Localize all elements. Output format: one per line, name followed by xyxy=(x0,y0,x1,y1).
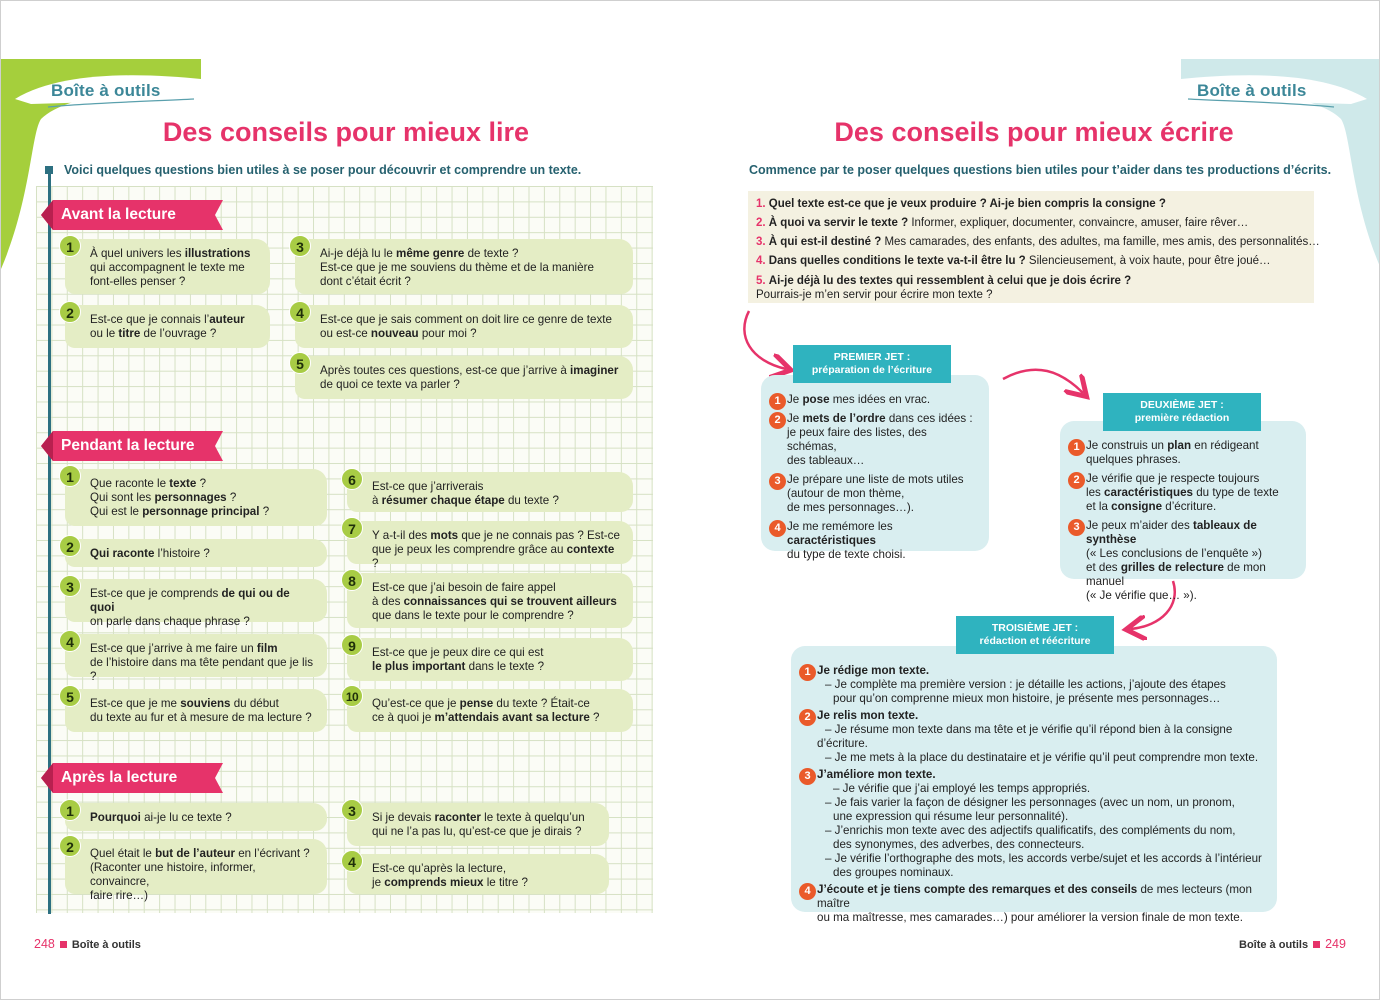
pendant-item-8: 8 Est-ce que j’ai besoin de faire appel à des connaissances qui se trouvent ailleurs que dans le texte pour le comprendre ? xyxy=(347,573,633,628)
avant-item-3: 3 Ai-je déjà lu le même genre de texte ? Est-ce que je me souviens du thème et de la manière dont c’était écrit ? xyxy=(295,239,633,294)
question-2: 2. À quoi va servir le texte ? Informer, expliquer, documenter, convaincre, amuser, faire rêver… xyxy=(756,217,1249,229)
footer-label: Boîte à outils xyxy=(71,939,141,951)
pendant-item-1: 1 Que raconte le texte ? Qui sont les personnages ? Qui est le personnage principal ? xyxy=(65,469,327,526)
troisieme-jet-box xyxy=(791,646,1277,924)
question-4: 4. Dans quelles conditions le texte va-t-il être lu ? Silencieusement, à voix haute, pour être joué… xyxy=(756,255,1271,267)
footer-bullet xyxy=(60,941,67,948)
jet-item: 3 Je prépare une liste de mots utiles (autour de mon thème, de mes personnages…). xyxy=(769,473,979,515)
avant-item-2: 2 Est-ce que je connais l’auteur ou le titre de l’ouvrage ? xyxy=(65,305,270,348)
premier-jet-box xyxy=(761,375,989,561)
deuxieme-jet-box xyxy=(1060,421,1306,602)
intro-text: Voici quelques questions bien utiles à se poser pour découvrir et comprendre un texte. xyxy=(64,163,582,177)
page-title: Des conseils pour mieux écrire xyxy=(834,117,1234,147)
apres-item-2: 2 Quel était le but de l’auteur en l’écrivant ? (Raconter une histoire, informer, convaincre, faire rire…) xyxy=(65,839,327,894)
avant-item-1: 1 À quel univers les illustrations qui accompagnent le texte me font-elles penser ? xyxy=(65,239,270,294)
jet-item: 3 J’améliore mon texte. – Je vérifie que j’ai employé les temps appropriés. – Je fais varier la façon de désigner les personnages (avec un nom, un pronom, une expression qui résume leur personnalité). – J’enrichis mon texte avec des adjectifs qualificatifs, des compléments du nom, des synonymes, des adverbes, des connecteurs. – Je vérifie l’orthographe des mots, les accords verbe/sujet et les accords à l’intérieur des groupes nominaux. xyxy=(799,768,1267,880)
question-1: 1. Quel texte est-ce que je veux produire ? Ai-je bien compris la consigne ? xyxy=(756,198,1166,210)
page-footer xyxy=(1239,937,1346,951)
questions-box xyxy=(748,191,1320,303)
jet-item: 1 Je rédige mon texte. – Je complète ma première version : je détaille les actions, j’ajoute des étapes pour qu’on comprenne mieux mon histoire, je présente mes personnages… xyxy=(799,664,1267,706)
pendant-item-2: 2 Qui raconte l’histoire ? xyxy=(65,539,327,567)
page-title: Des conseils pour mieux lire xyxy=(162,117,530,147)
avant-item-5: 5 Après toutes ces questions, est-ce que j’arrive à imaginer de quoi ce texte va parler ? xyxy=(295,356,633,399)
jet-item: 2 Je vérifie que je respecte toujours les caractéristiques du type de texte et la consigne d’écriture. xyxy=(1068,472,1298,514)
deuxieme-jet-title: DEUXIÈME JET : première rédaction xyxy=(1103,393,1261,431)
troisieme-jet-title: TROISIÈME JET : rédaction et réécriture xyxy=(956,616,1114,654)
jet-item: 2 Je mets de l’ordre dans ces idées : je peux faire des listes, des schémas, des tableaux… xyxy=(769,412,979,468)
intro-text: Commence par te poser quelques questions bien utiles pour t’aider dans tes productions d’écrits. xyxy=(749,163,1332,177)
pendant-item-7: 7 Y a-t-il des mots que je ne connais pas ? Est-ce que je peux les comprendre grâce au contexte ? xyxy=(347,521,633,564)
question-5: 5. Ai-je déjà lu des textes qui ressemblent à celui que je dois écrire ? Pourrais-je m’en servir pour écrire mon texte ? xyxy=(756,275,1132,301)
section-title: Après la lecture xyxy=(61,769,178,786)
arrow-1 xyxy=(744,311,786,369)
jet-item: 4 J’écoute et je tiens compte des remarques et des conseils de mes lecteurs (mon maître ou ma maîtresse, mes camarades…) pour améliorer la version finale de mon texte. xyxy=(799,883,1267,925)
pendant-item-9: 9 Est-ce que je peux dire ce qui est le plus important dans le texte ? xyxy=(347,638,633,681)
intro-bullet xyxy=(45,166,53,174)
arrow-2 xyxy=(1003,370,1083,393)
apres-item-1: 1 Pourquoi ai-je lu ce texte ? xyxy=(65,803,327,831)
pendant-item-3: 3 Est-ce que je comprends de qui ou de quoi on parle dans chaque phrase ? xyxy=(65,579,327,622)
section-title: Pendant la lecture xyxy=(61,437,195,454)
tab-label: Boîte à outils xyxy=(51,81,161,100)
footer-label: Boîte à outils xyxy=(1239,939,1309,951)
section-title: Avant la lecture xyxy=(61,206,176,223)
page-number: 249 xyxy=(1325,937,1346,951)
jet-item: 3 Je peux m’aider des tableaux de synthèse (« Les conclusions de l’enquête ») et des grilles de relecture de mon manuel (« Je vérifie que… »). xyxy=(1068,519,1298,603)
tab-label: Boîte à outils xyxy=(1197,81,1307,100)
pendant-item-6: 6 Est-ce que j’arriverais à résumer chaque étape du texte ? xyxy=(347,472,633,512)
timeline-line xyxy=(48,169,51,914)
jet-item: 1 Je pose mes idées en vrac. xyxy=(769,393,979,407)
jet-item: 2 Je relis mon texte. – Je résume mon texte dans ma tête et je vérifie qu’il répond bien à la consigne d’écriture. – Je me mets à la place du destinataire et je vérifie qu’il peut comprendre mon texte. xyxy=(799,709,1267,765)
pendant-item-4: 4 Est-ce que j’arrive à me faire un film de l’histoire dans ma tête pendant que je lis ? xyxy=(65,634,327,677)
pendant-item-5: 5 Est-ce que je me souviens du début du texte au fur et à mesure de ma lecture ? xyxy=(65,689,327,732)
apres-item-4: 4 Est-ce qu’après la lecture, je comprends mieux le titre ? xyxy=(347,854,609,894)
page-number: 248 xyxy=(34,937,55,951)
page-footer xyxy=(34,937,141,951)
apres-item-3: 3 Si je devais raconter le texte à quelqu’un qui ne l’a pas lu, qu’est-ce que je dirais ? xyxy=(347,803,609,846)
avant-item-4: 4 Est-ce que je sais comment on doit lire ce genre de texte ou est-ce nouveau pour moi ? xyxy=(295,305,633,348)
footer-bullet xyxy=(1313,941,1320,948)
question-3: 3. À qui est-il destiné ? Mes camarades, des enfants, des adultes, ma famille, mes amis, des personnalités… xyxy=(756,236,1320,248)
premier-jet-title: PREMIER JET : préparation de l’écriture xyxy=(793,345,951,383)
jet-item: 1 Je construis un plan en rédigeant quelques phrases. xyxy=(1068,439,1298,467)
right-page xyxy=(691,1,1380,1000)
left-page xyxy=(1,1,691,1000)
jet-item: 4 Je me remémore les caractéristiques du type de texte choisi. xyxy=(769,520,979,562)
pendant-item-10: 10 Qu’est-ce que je pense du texte ? Était-ce ce à quoi je m’attendais avant sa lecture ? xyxy=(347,689,633,732)
